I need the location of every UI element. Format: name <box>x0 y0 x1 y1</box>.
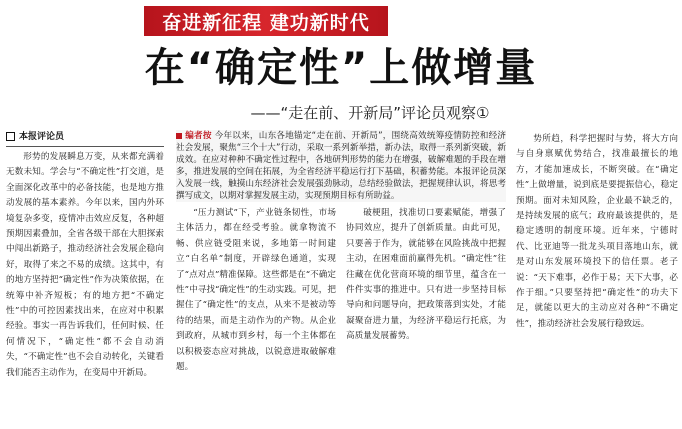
square-icon <box>6 132 15 141</box>
headline: 在“确定性”上做增量 <box>144 45 538 91</box>
byline <box>6 130 164 144</box>
subheadline: ——“走在前、开新局”评论员观察① <box>250 104 490 122</box>
section-banner <box>144 6 388 36</box>
column-1-text: 形势的发展瞬息万变，从来都充满着无数未知。学会与“不确定性”打交道，是全面深化改革中的必备技能，也是地方推动发展的基本素养。今年以来，国内外环境复杂多变，疫情冲击效应反复，各种超预期因素叠加，全省各级干部在大胆探索中闯出新路子，推动经济社会发展企稳向好，取得了来之不易的成绩。这其中，有的地方坚持把“确定性”作为决策依据，在统筹中补齐短板；有的地方把“不确定性”中的可控因素找出来，在应对中积累经验。事实一再告诉我们，任何时候、任何情况下，“确定性”都不会自动消失，“不确定性”也不会自动转化，关键看我们能否主动作为，在变局中开新局。 <box>6 152 164 378</box>
red-square-icon <box>176 133 182 139</box>
article-column-1 <box>6 150 164 426</box>
banner-text: 奋进新征程 建功新时代 <box>162 11 370 34</box>
byline-label: 本报评论员 <box>19 132 65 142</box>
column-3-text: 破梗阻，找准切口要素赋能，增强了协同效应，提升了创新质量。由此可见，只要善于作为，就能够在风险挑战中把握主动，在困难面前赢得先机。“确定性”往往藏在优化营商环境的细节里，蕴含在一件件实事的推进中。只有进一步坚持目标导向和问题导向，把政策落到实处，才能凝聚奋进力量，为经济平稳运行托底，为高质量发展蓄势。 <box>346 208 506 342</box>
editor-note <box>176 130 506 202</box>
column-4-text: 势所趋，科学把握时与势，将大方向与自身禀赋优势结合，找准最擅长的地方，才能加速成长，不断突破。在“确定性”上做增量，说到底是要提振信心，稳定预期。面对未知风险，企业最不缺乏的，是持续发展的底气；政府最该提供的，是稳定透明的制度环境。近年来，宁德时代、比亚迪等一批龙头项目落地山东，就是对山东发展环境投下的信任票。老子说：“天下难事，必作于易；天下大事，必作于细。”只要坚持把“确定性”的功夫下足，就能以更大的主动应对各种“不确定性”，推动经济社会发展行稳致远。 <box>516 134 678 329</box>
editor-note-tag: 编者按 <box>185 131 212 141</box>
article-column-4 <box>516 132 678 426</box>
article-column-2 <box>176 206 336 426</box>
byline-divider <box>6 146 164 147</box>
editor-note-text: 今年以来，山东各地锚定“走在前、开新局”，围绕高效统筹疫情防控和经济社会发展，聚焦“三个十大”行动，采取一系列新举措，新办法，取得一系列新突破，新成效。在应对种种不确定性过程中，各地研判形势的能力在增强，破解难题的手段在增多，推进发展的空间在拓展，为全省经济平稳运行打下基础，积蓄势能。本报评论员深入发展一线，触摸山东经济社会发展强劲脉动，总结经验做法，把握规律认识，将思考撰写成文，以期对掌握发展主动，实现预期目标有所助益。 <box>176 131 506 201</box>
article-column-3 <box>346 206 506 426</box>
column-2-text: “压力测试”下，产业链条韧性，市场主体活力，都在经受考验。就拿物流不畅、供应链受阻来说，多地第一时间建立“白名单”制度，开辟绿色通道，实现了“点对点”精准保障。这些都是在“不确定性”中寻找“确定性”的生动实践。可见，把握住了“确定性”的支点，从来不是被动等待的结果，而是主动作为的产物。从企业到政府，从城市到乡村，每一个主体都在以积极姿态应对挑战，以锐意进取破解难题。 <box>176 208 336 373</box>
